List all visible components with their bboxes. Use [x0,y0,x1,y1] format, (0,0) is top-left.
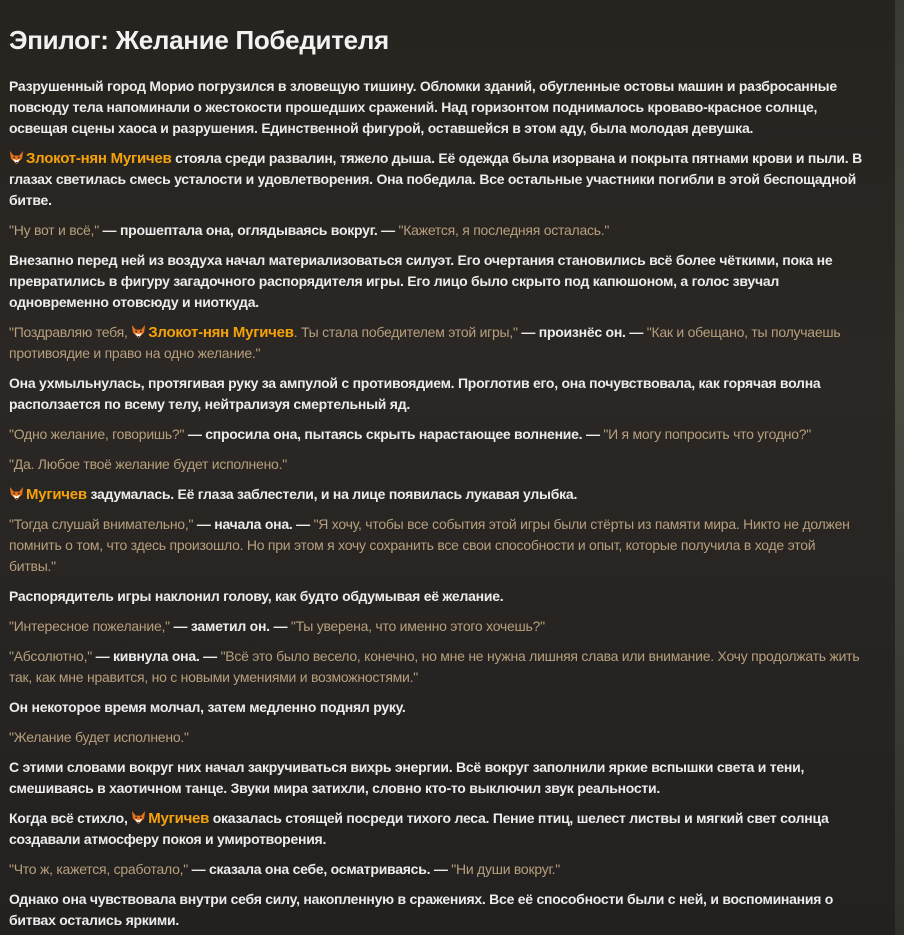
dialogue-text: "Желание будет исполнено." [9,729,189,745]
story-paragraph [9,220,865,241]
narration-text: оказалась стоящей посреди тихого леса. Пение птиц, шелест листвы и мягкий свет солнца создавали атмосферу покоя и умиротворения. [9,810,829,847]
story-paragraph [9,586,865,607]
story-paragraph [9,757,865,799]
dialogue-text: "И я могу попросить что угодно?" [603,426,812,442]
story-paragraph [9,250,865,313]
story-paragraph [9,76,865,139]
dialogue-text: "Тогда слушай внимательно," [9,516,194,532]
dialogue-text: . Ты стала победителем этой игры," [293,324,518,340]
dialogue-text: "Что ж, кажется, сработало," [9,861,188,877]
dialogue-text: "Кажется, я последняя осталась." [398,222,610,238]
background-image [894,0,904,935]
narration-text: Однако она чувствовала внутри себя силу, накопленную в сражениях. Все её способности были с ней, и воспоминания о битвах остались яркими. [9,891,834,928]
fox-icon [131,810,146,825]
fox-icon [9,150,24,165]
story-paragraph [9,616,865,637]
story-paragraph [9,322,865,364]
fox-icon [9,486,24,501]
dialogue-text: "Ни души вокруг." [451,861,560,877]
narration-text: С этими словами вокруг них начал закручиваться вихрь энергии. Всё вокруг заполнили яркие вспышки света и тени, смешиваясь в хаотичном танце. Звуки мира затихли, словно кто-то выключил звук реальности. [9,759,805,796]
character-name: Мугичев [26,486,87,503]
narration-text: — начала она. — [193,516,314,532]
dialogue-text: "Абсолютно," [9,648,92,664]
narration-text: Разрушенный город Морио погрузился в зловещую тишину. Обломки зданий, обугленные остовы машин и разбросанные повсюду тела напоминали о жестокости прошедших сражений. Над горизонтом поднималось кроваво-красное солнце, освещая сцены хаоса и разрушения. Единственной фигурой, оставшейся в этом аду, была молодая девушка. [9,78,837,136]
narration-text: — сказала она себе, осматриваясь. — [187,861,452,877]
dialogue-text: "Ну вот и всё," [9,222,99,238]
narration-text: — спросила она, пытаясь скрыть нарастающее волнение. — [184,426,604,442]
narration-text: задумалась. Её глаза заблестели, и на лице появилась лукавая улыбка. [86,486,578,502]
character-name: Мугичев [148,810,210,827]
narration-text: Когда всё стихло, [9,810,132,826]
narration-text: — кивнула она. — [91,648,221,664]
narration-text: Внезапно перед ней из воздуха начал материализоваться силуэт. Его очертания становились всё более чёткими, пока не превратились в фигуру загадочного распорядителя игры. Его лицо было скрыто под капюшоном, а голос звучал одновременно отовсюду и ниоткуда. [9,252,833,310]
story-paragraph [9,484,865,505]
narration-text: стояла среди развалин, тяжело дыша. Её одежда была изорвана и покрыта пятнами крови и пыли. В глазах светилась смесь усталости и удовлетворения. Она победила. Все остальные участники погибли в этой беспощадной битве. [9,150,862,208]
story-paragraph [9,808,865,850]
character-name: Злокот-нян Мугичев [148,324,294,341]
narration-text: — заметил он. — [169,618,291,634]
character-name: Злокот-нян Мугичев [26,150,172,167]
story-paragraph [9,697,865,718]
narration-text: Распорядитель игры наклонил голову, как будто обдумывая её желание. [9,588,504,604]
dialogue-text: "Одно желание, говоришь?" [9,426,185,442]
story-paragraph [9,514,865,577]
page-title: Эпилог: Желание Победителя [9,25,389,55]
narration-text: Она ухмыльнулась, протягивая руку за ампулой с противоядием. Проглотив его, она почувствовала, как горячая волна расползается по всему телу, нейтрализуя смертельный яд. [9,375,821,412]
story-paragraph [9,148,865,211]
fox-icon [131,324,146,339]
dialogue-text: "Я хочу, чтобы все события этой игры были стёрты из памяти мира. Никто не должен помнить о том, что здесь произошло. Но при этом я хочу сохранить все свои способности и опыт, которые получила в ходе этой битвы." [9,516,850,574]
story-paragraph [9,373,865,415]
story-paragraph [9,859,865,880]
dialogue-text: "Ты уверена, что именно этого хочешь?" [290,618,545,634]
dialogue-text: "Да. Любое твоё желание будет исполнено." [9,456,287,472]
narration-text: — прошептала она, оглядываясь вокруг. — [98,222,399,238]
dialogue-text: "Интересное пожелание," [9,618,170,634]
dialogue-text: "Всё это было весело, конечно, но мне не нужна лишняя слава или внимание. Хочу продолжать жить так, как мне нравится, но с новыми умениями и возможностями." [9,648,860,685]
narration-text: — произнёс он. — [517,324,647,340]
story-paragraph [9,454,865,475]
story-paragraph [9,424,865,445]
story-paragraph [9,889,865,931]
dialogue-text: "Как и обещано, ты получаешь противоядие и право на одно желание." [9,324,841,361]
story-body [9,76,865,931]
narration-text: Он некоторое время молчал, затем медленно поднял руку. [9,699,406,715]
dialogue-text: "Поздравляю тебя, [9,324,132,340]
story-paragraph [9,727,865,748]
story-paragraph [9,646,865,688]
